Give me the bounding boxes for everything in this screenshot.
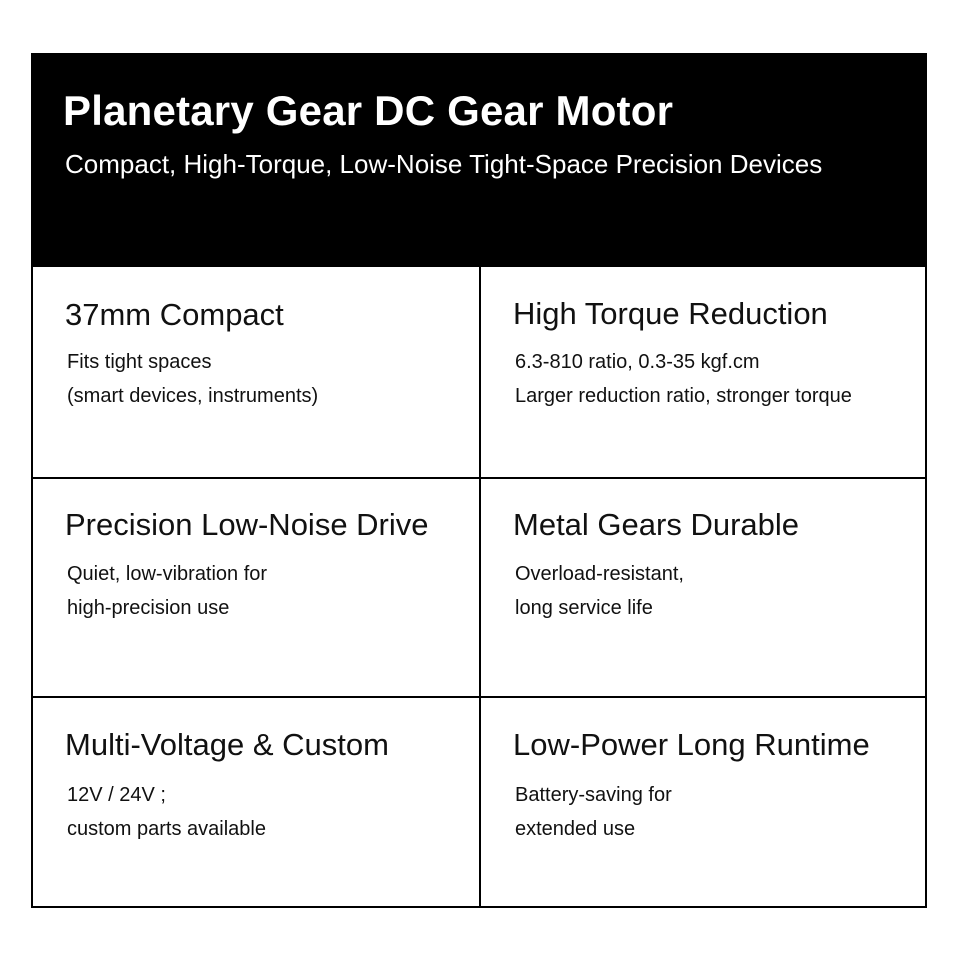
header-banner xyxy=(33,55,925,267)
feature-description: extended use xyxy=(515,818,636,840)
feature-title: High Torque Reduction xyxy=(513,296,828,331)
page-title: Planetary Gear DC Gear Motor xyxy=(63,87,674,134)
feature-description: Battery-saving for xyxy=(515,784,672,806)
feature-cell-durable xyxy=(481,479,925,696)
feature-title: Low-Power Long Runtime xyxy=(513,727,870,762)
feature-title: Multi-Voltage & Custom xyxy=(65,727,389,762)
feature-description: Quiet, low-vibration for xyxy=(67,563,268,585)
feature-cell-low-noise xyxy=(33,479,479,696)
feature-description: Fits tight spaces xyxy=(67,351,212,373)
feature-description: 6.3-810 ratio, 0.3-35 kgf.cm xyxy=(515,351,760,373)
feature-description: Overload-resistant, xyxy=(515,563,684,585)
feature-cell-torque xyxy=(481,267,925,477)
feature-title: Metal Gears Durable xyxy=(513,507,800,542)
feature-description: high-precision use xyxy=(67,597,230,619)
page-subtitle: Compact, High-Torque, Low-Noise Tight-Space Precision Devices xyxy=(65,149,823,179)
feature-cell-runtime xyxy=(481,698,925,906)
feature-cell-voltage xyxy=(33,698,479,906)
feature-title: 37mm Compact xyxy=(65,297,284,332)
feature-cell-compact xyxy=(33,267,479,477)
feature-description: Larger reduction ratio, stronger torque xyxy=(515,385,852,407)
feature-description: 12V / 24V ; xyxy=(67,784,166,806)
feature-description: custom parts available xyxy=(67,818,266,840)
feature-description: long service life xyxy=(515,597,653,619)
feature-title: Precision Low-Noise Drive xyxy=(65,507,429,542)
feature-card xyxy=(31,53,927,908)
feature-description: (smart devices, instruments) xyxy=(67,385,319,407)
feature-grid xyxy=(33,267,925,906)
